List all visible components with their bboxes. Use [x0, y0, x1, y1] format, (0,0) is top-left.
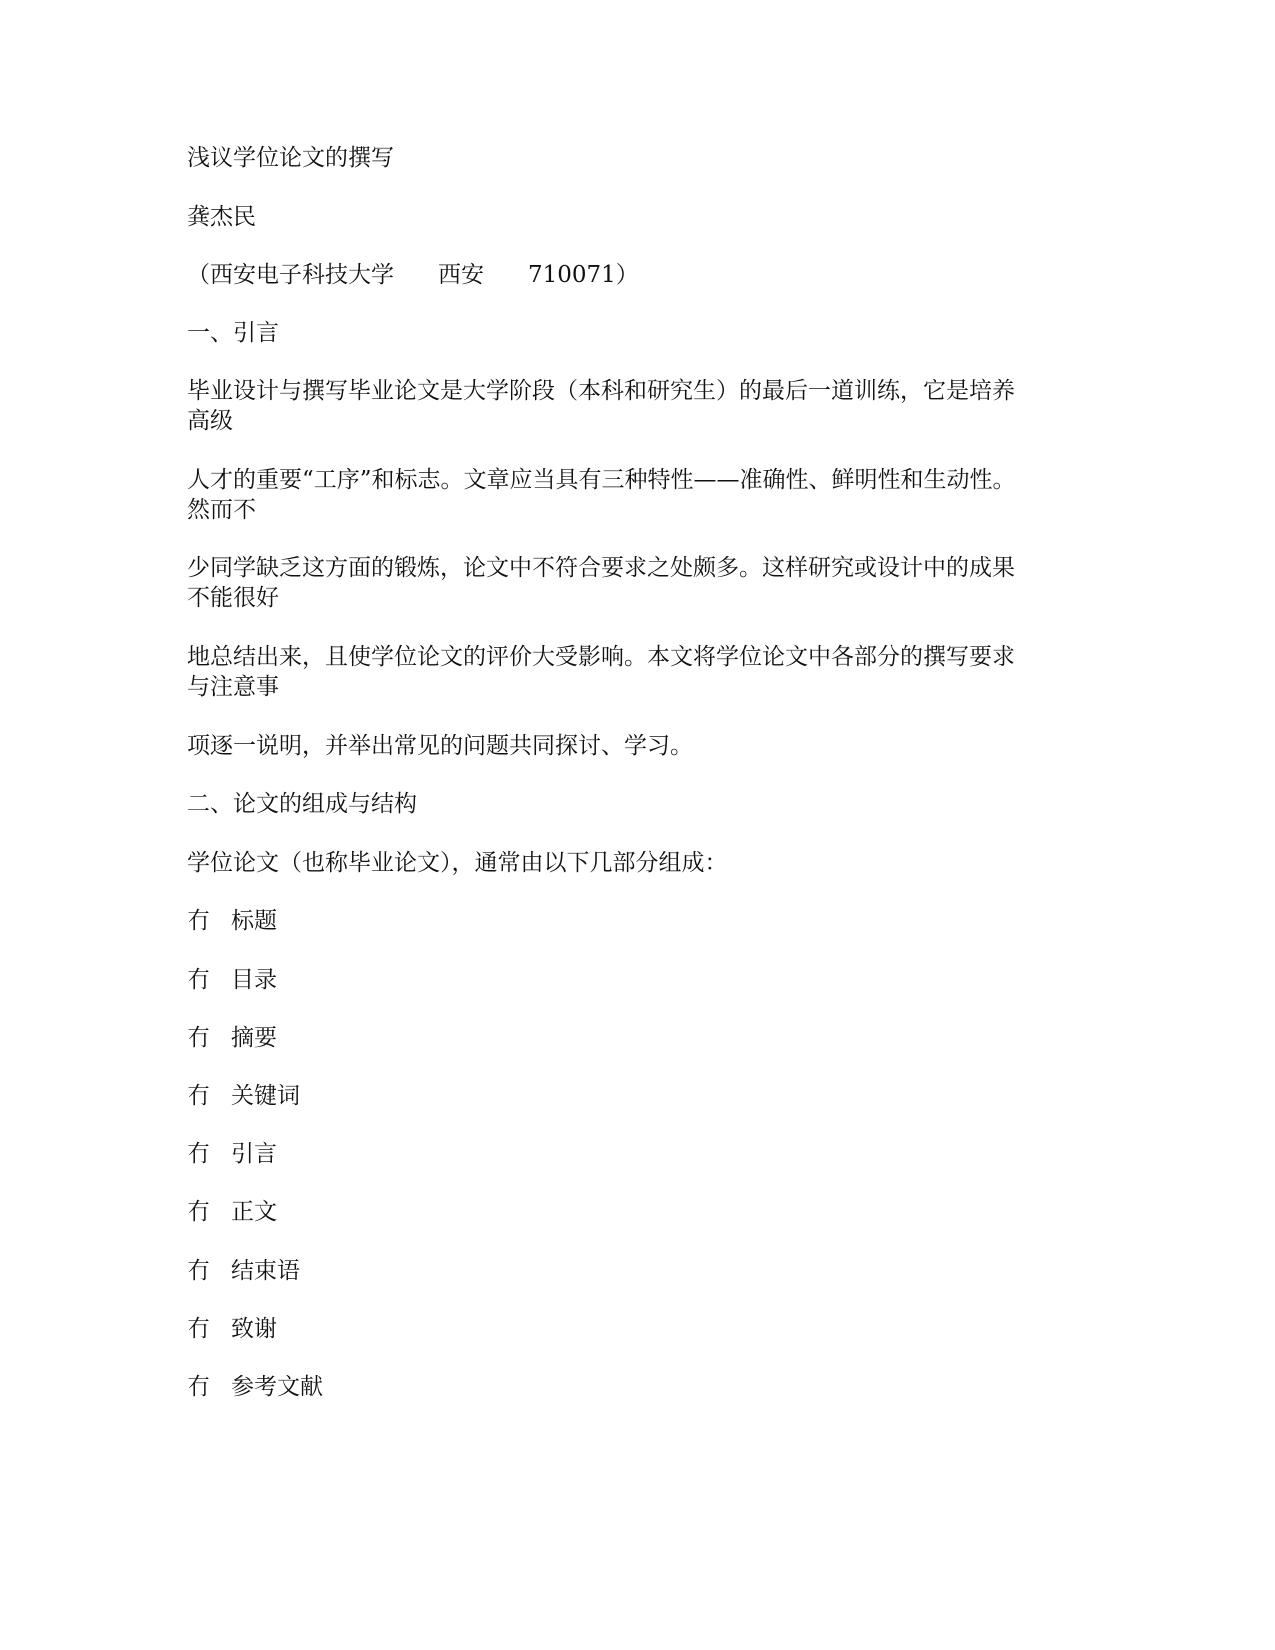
list-item	[187, 1314, 277, 1345]
structure-intro: 学位论文（也称毕业论文），通常由以下几部分组成：	[187, 850, 728, 876]
paragraph-line: 项逐一说明，并举出常见的问题共同探讨、学习。	[187, 733, 693, 759]
bullet-glyph: 冇	[187, 1083, 210, 1109]
bullet-glyph: 冇	[187, 1141, 210, 1167]
author-affiliation	[187, 260, 1087, 291]
list-item	[187, 1139, 277, 1170]
paragraph-line: 然而不	[187, 497, 256, 523]
bullet-glyph: 冇	[187, 1025, 210, 1051]
list-item-label: 致谢	[231, 1316, 277, 1342]
bullet-glyph: 冇	[187, 1258, 210, 1284]
bullet-glyph: 冇	[187, 1316, 210, 1342]
paragraph-line: 少同学缺乏这方面的锻炼，论文中不符合要求之处颇多。这样研究或设计中的成果	[187, 555, 1015, 581]
list-item	[187, 906, 277, 937]
paragraph-line: 毕业设计与撰写毕业论文是大学阶段（本科和研究生）的最后一道训练，它是培养	[187, 378, 1015, 404]
list-item-label: 引言	[231, 1141, 277, 1167]
list-item	[187, 1081, 300, 1112]
list-item	[187, 1372, 323, 1403]
section-heading-structure: 二、论文的组成与结构	[187, 791, 417, 817]
affiliation-postcode: 710071）	[528, 262, 639, 288]
list-item	[187, 1256, 300, 1287]
list-item-label: 摘要	[231, 1025, 277, 1051]
paragraph-line: 地总结出来，且使学位论文的评价大受影响。本文将学位论文中各部分的撰写要求	[187, 644, 1015, 670]
list-item-label: 标题	[231, 908, 277, 934]
list-item-label: 关键词	[231, 1083, 300, 1109]
document-title: 浅议学位论文的撰写	[187, 145, 394, 171]
list-item	[187, 1023, 277, 1054]
list-item-label: 正文	[231, 1199, 277, 1225]
list-item-label: 参考文献	[231, 1374, 323, 1400]
section-heading-introduction: 一、引言	[187, 320, 279, 346]
paragraph-line: 高级	[187, 408, 233, 434]
bullet-glyph: 冇	[187, 1374, 210, 1400]
list-item	[187, 965, 277, 996]
list-item	[187, 1197, 277, 1228]
author-name: 龚杰民	[187, 204, 256, 230]
paragraph-line: 与注意事	[187, 674, 279, 700]
paragraph-line: 人才的重要“工序”和标志。文章应当具有三种特性——准确性、鲜明性和生动性。	[187, 467, 1016, 493]
bullet-glyph: 冇	[187, 1199, 210, 1225]
list-item-label: 目录	[231, 967, 277, 993]
bullet-glyph: 冇	[187, 967, 210, 993]
affiliation-institution: （西安电子科技大学	[187, 262, 394, 288]
list-item-label: 结束语	[231, 1258, 300, 1284]
paragraph-line: 不能很好	[187, 585, 279, 611]
bullet-glyph: 冇	[187, 908, 210, 934]
affiliation-city: 西安	[438, 262, 484, 288]
